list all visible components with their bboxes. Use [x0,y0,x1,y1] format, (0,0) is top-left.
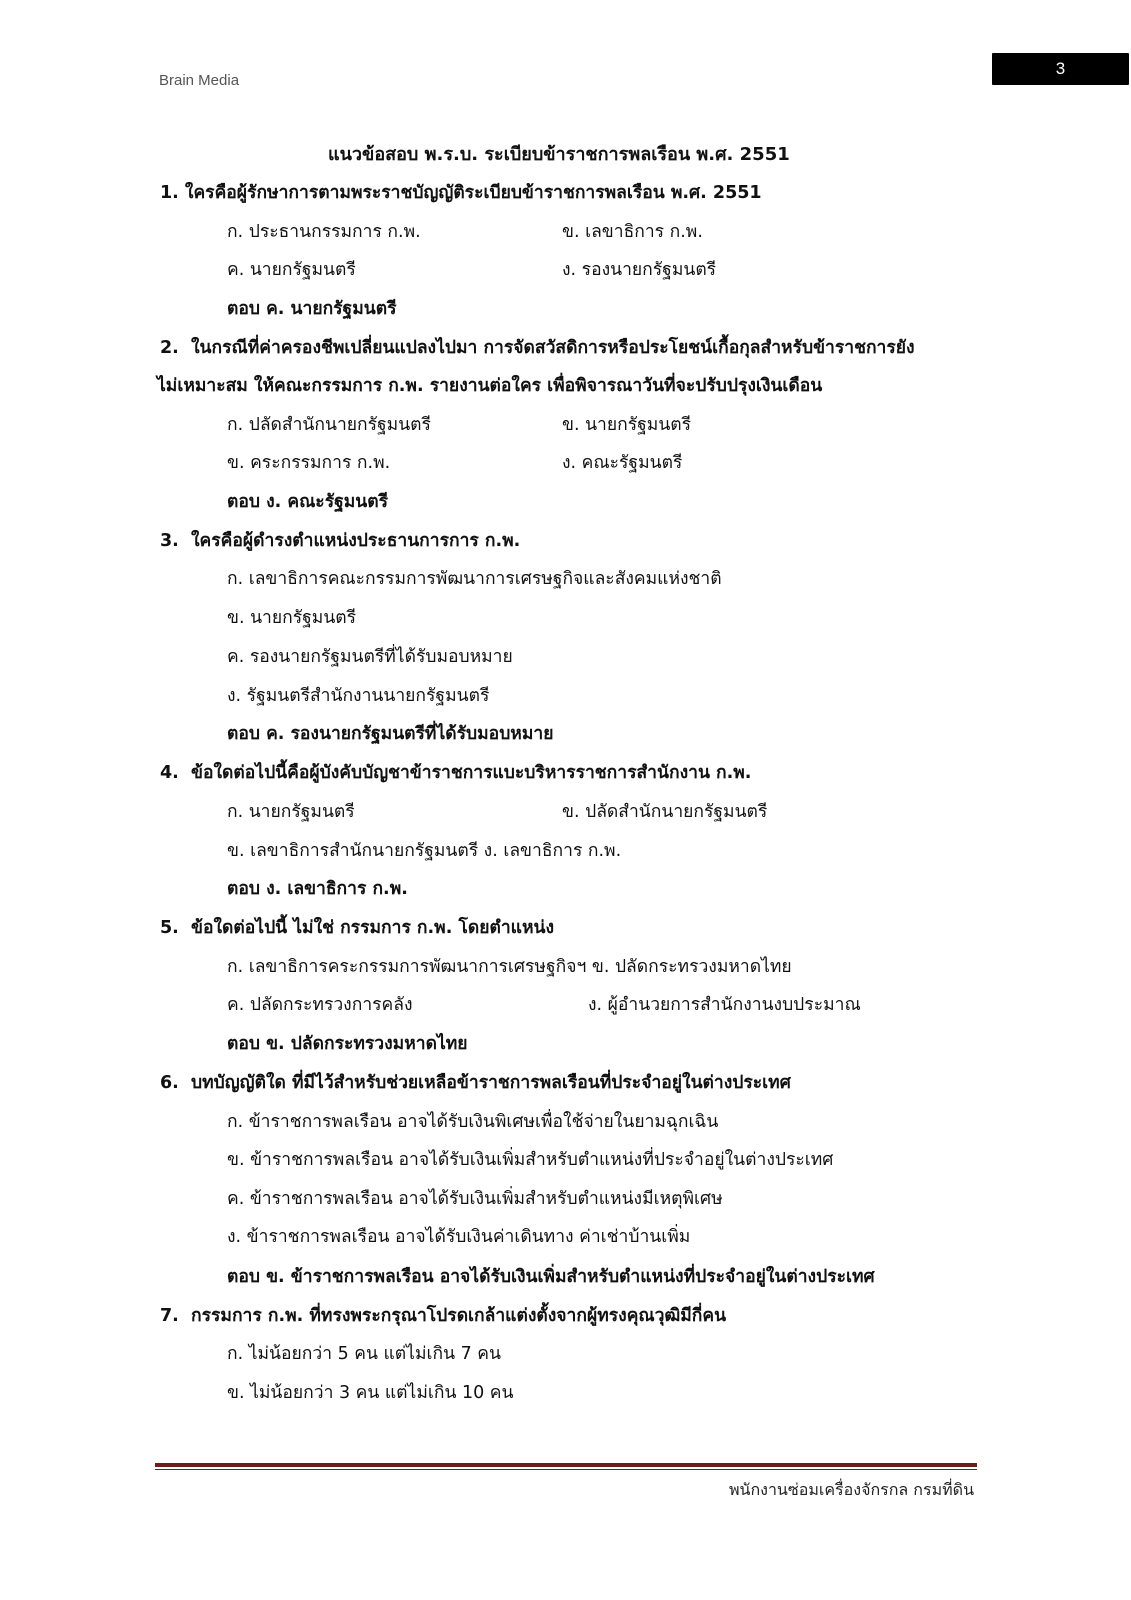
q3-option-b: ข. นายกรัฐมนตรี [227,608,357,628]
q6-option-d: ง. ข้าราชการพลเรือน อาจได้รับเงินค่าเดินทาง ค่าเช่าบ้านเพิ่ม [227,1227,691,1247]
q3-option-c: ค. รองนายกรัฐมนตรีที่ได้รับมอบหมาย [227,647,513,667]
brand-label: Brain Media [159,72,240,89]
question-4: 4. ข้อใดต่อไปนี้คือผู้บังคับบัญชาข้าราชการแบะบริหารราชการสำนักงาน ก.พ. [160,763,752,783]
question-2-cont: ไม่เหมาะสม ให้คณะกรรมการ ก.พ. รายงานต่อใคร เพื่อพิจารณาวันที่จะปรับปรุงเงินเดือน [157,376,823,396]
q4-option-a: ก. นายกรัฐมนตรี [227,802,355,822]
q2-option-a: ก. ปลัดสำนักนายกรัฐมนตรี [227,415,431,435]
q2-answer: ตอบ ง. คณะรัฐมนตรี [227,492,389,512]
q7-option-b: ข. ไม่น้อยกว่า 3 คน แต่ไม่เกิน 10 คน [227,1383,514,1403]
q3-answer: ตอบ ค. รองนายกรัฐมนตรีที่ได้รับมอบหมาย [227,724,554,744]
q2-option-d: ง. คณะรัฐมนตรี [562,453,683,473]
footer-text: พนักงานซ่อมเครื่องจักรกล กรมที่ดิน [728,1480,974,1499]
question-2: 2. ในกรณีที่ค่าครองชีพเปลี่ยนแปลงไปมา การจัดสวัสดิการหรือประโยชน์เกื้อกุลสำหรับข้าราชการยัง [160,338,915,358]
q2-option-b: ข. นายกรัฐมนตรี [562,415,692,435]
question-1: 1. ใครคือผู้รักษาการตามพระราชบัญญัติระเบียบข้าราชการพลเรือน พ.ศ. 2551 [160,183,762,203]
q1-option-d: ง. รองนายกรัฐมนตรี [562,260,717,280]
q1-option-a: ก. ประธานกรรมการ ก.พ. [227,222,421,242]
question-6: 6. บทบัญญัติใด ที่มีไว้สำหรับช่วยเหลือข้าราชการพลเรือนที่ประจำอยู่ในต่างประเทศ [160,1073,791,1093]
q1-option-b: ข. เลขาธิการ ก.พ. [562,222,703,242]
q5-answer: ตอบ ข. ปลัดกระทรวงมหาดไทย [227,1034,468,1054]
q5-option-c: ค. ปลัดกระทรวงการคลัง [227,995,413,1015]
q5-option-d: ง. ผู้อำนวยการสำนักงานงบประมาณ [588,995,861,1015]
question-3: 3. ใครคือผู้ดำรงตำแหน่งประธานการการ ก.พ. [160,531,521,551]
q5-option-ab: ก. เลขาธิการคระกรรมการพัฒนาการเศรษฐกิจฯ ข. ปลัดกระทรวงมหาดไทย [227,957,792,977]
q3-option-a: ก. เลขาธิการคณะกรรมการพัฒนาการเศรษฐกิจและสังคมแห่งชาติ [227,569,722,589]
q6-option-b: ข. ข้าราชการพลเรือน อาจได้รับเงินเพิ่มสำหรับตำแหน่งที่ประจำอยู่ในต่างประเทศ [227,1150,834,1170]
q6-answer: ตอบ ข. ข้าราชการพลเรือน อาจได้รับเงินเพิ่มสำหรับตำแหน่งที่ประจำอยู่ในต่างประเทศ [227,1267,875,1287]
q7-option-a: ก. ไม่น้อยกว่า 5 คน แต่ไม่เกิน 7 คน [227,1344,501,1364]
q3-option-d: ง. รัฐมนตรีสำนักงานนายกรัฐมนตรี [227,686,490,706]
q4-answer: ตอบ ง. เลขาธิการ ก.พ. [227,879,408,899]
page-number: 3 [1055,59,1066,78]
q6-option-c: ค. ข้าราชการพลเรือน อาจได้รับเงินเพิ่มสำหรับตำแหน่งมีเหตุพิเศษ [227,1189,723,1209]
q6-option-a: ก. ข้าราชการพลเรือน อาจได้รับเงินพิเศษเพื่อใช้จ่ายในยามฉุกเฉิน [227,1112,719,1132]
q1-answer: ตอบ ค. นายกรัฐมนตรี [227,299,397,319]
page-number-badge [992,53,1129,85]
q1-option-c: ค. นายกรัฐมนตรี [227,260,356,280]
footer-rule-thick [155,1463,977,1467]
footer-rule-thin [155,1469,977,1470]
question-7: 7. กรรมการ ก.พ. ที่ทรงพระกรุณาโปรดเกล้าแต่งตั้งจากผู้ทรงคุณวุฒิมีกี่คน [160,1306,727,1326]
q4-option-cd: ข. เลขาธิการสำนักนายกรัฐมนตรี ง. เลขาธิการ ก.พ. [227,841,622,861]
document-title: แนวข้อสอบ พ.ร.บ. ระเบียบข้าราชการพลเรือน พ.ศ. 2551 [328,144,790,165]
q2-option-c: ข. คระกรรมการ ก.พ. [227,453,391,473]
question-5: 5. ข้อใดต่อไปนี้ ไม่ใช่ กรรมการ ก.พ. โดยตำแหน่ง [160,918,554,938]
q4-option-b: ข. ปลัดสำนักนายกรัฐมนตรี [562,802,768,822]
